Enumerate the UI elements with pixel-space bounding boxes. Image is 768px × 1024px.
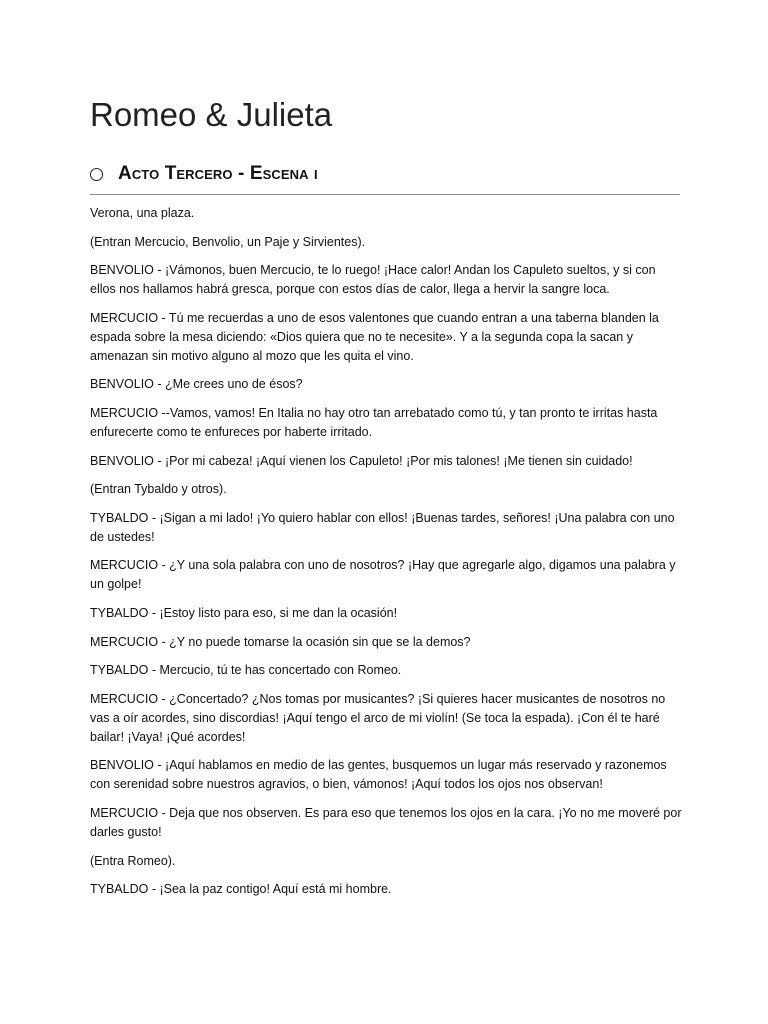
paragraph: TYBALDO - ¡Estoy listo para eso, si me dan la ocasión!	[90, 605, 398, 620]
document-body	[90, 204, 682, 909]
paragraph: (Entran Tybaldo y otros).	[90, 482, 227, 497]
paragraph: MERCUCIO --Vamos, vamos! En Italia no hay otro tan arrebatado como tú, y tan pronto te irritas hasta enfurecerte como te enfureces por haberte irritado.	[90, 405, 658, 439]
paragraph: Verona, una plaza.	[90, 206, 195, 220]
paragraph: BENVOLIO - ¡Aquí hablamos en medio de las gentes, busquemos un lugar más reservado y razonemos con serenidad sobre nuestros agravios, o bien, vámonos! ¡Aquí todos los ojos nos observan!	[90, 758, 667, 792]
paragraph: BENVOLIO - ¿Me crees uno de ésos?	[90, 377, 303, 392]
paragraph: BENVOLIO - ¡Por mi cabeza! ¡Aquí vienen los Capuleto! ¡Por mis talones! ¡Me tienen sin cuidado!	[90, 453, 633, 468]
paragraph: BENVOLIO - ¡Vámonos, buen Mercucio, te lo ruego! ¡Hace calor! Andan los Capuleto sueltos, y si con ellos nos hallamos habrá gresca, porque con estos días de calor, llega a hervir la sangre loca.	[90, 263, 656, 297]
hollow-circle-bullet-icon	[90, 168, 103, 181]
document-title: Romeo & Julieta	[90, 96, 333, 133]
paragraph: MERCUCIO - ¿Y una sola palabra con uno de nosotros? ¡Hay que agregarle algo, digamos una palabra y un golpe!	[90, 558, 676, 592]
section-heading: Acto Tercero - Escena i	[118, 163, 318, 184]
section-heading-row	[90, 164, 680, 195]
paragraph: TYBALDO - ¡Sigan a mi lado! ¡Yo quiero hablar con ellos! ¡Buenas tardes, señores! ¡Una palabra con uno de ustedes!	[90, 510, 675, 544]
paragraph: (Entra Romeo).	[90, 853, 176, 868]
paragraph: MERCUCIO - ¿Y no puede tomarse la ocasión sin que se la demos?	[90, 634, 471, 649]
paragraph: TYBALDO - Mercucio, tú te has concertado con Romeo.	[90, 663, 402, 678]
paragraph: MERCUCIO - ¿Concertado? ¿Nos tomas por musicantes? ¡Si quieres hacer musicantes de nosotros no vas a oír acordes, sino discordias! ¡Aquí tengo el arco de mi violín! (Se toca la espada). ¡Con él te haré bailar! ¡Vaya! ¡Qué acordes!	[90, 691, 666, 744]
paragraph: MERCUCIO - Tú me recuerdas a uno de esos valentones que cuando entran a una taberna blanden la espada sobre la mesa diciendo: «Dios quiera que no te necesite». Y a la segunda copa la sacan y amenazan sin motivo alguno al mozo que les quita el vino.	[90, 310, 659, 363]
paragraph: TYBALDO - ¡Sea la paz contigo! Aquí está mi hombre.	[90, 882, 392, 897]
paragraph: (Entran Mercucio, Benvolio, un Paje y Sirvientes).	[90, 234, 366, 249]
paragraph: MERCUCIO - Deja que nos observen. Es para eso que tenemos los ojos en la cara. ¡Yo no me moveré por darles gusto!	[90, 805, 682, 839]
